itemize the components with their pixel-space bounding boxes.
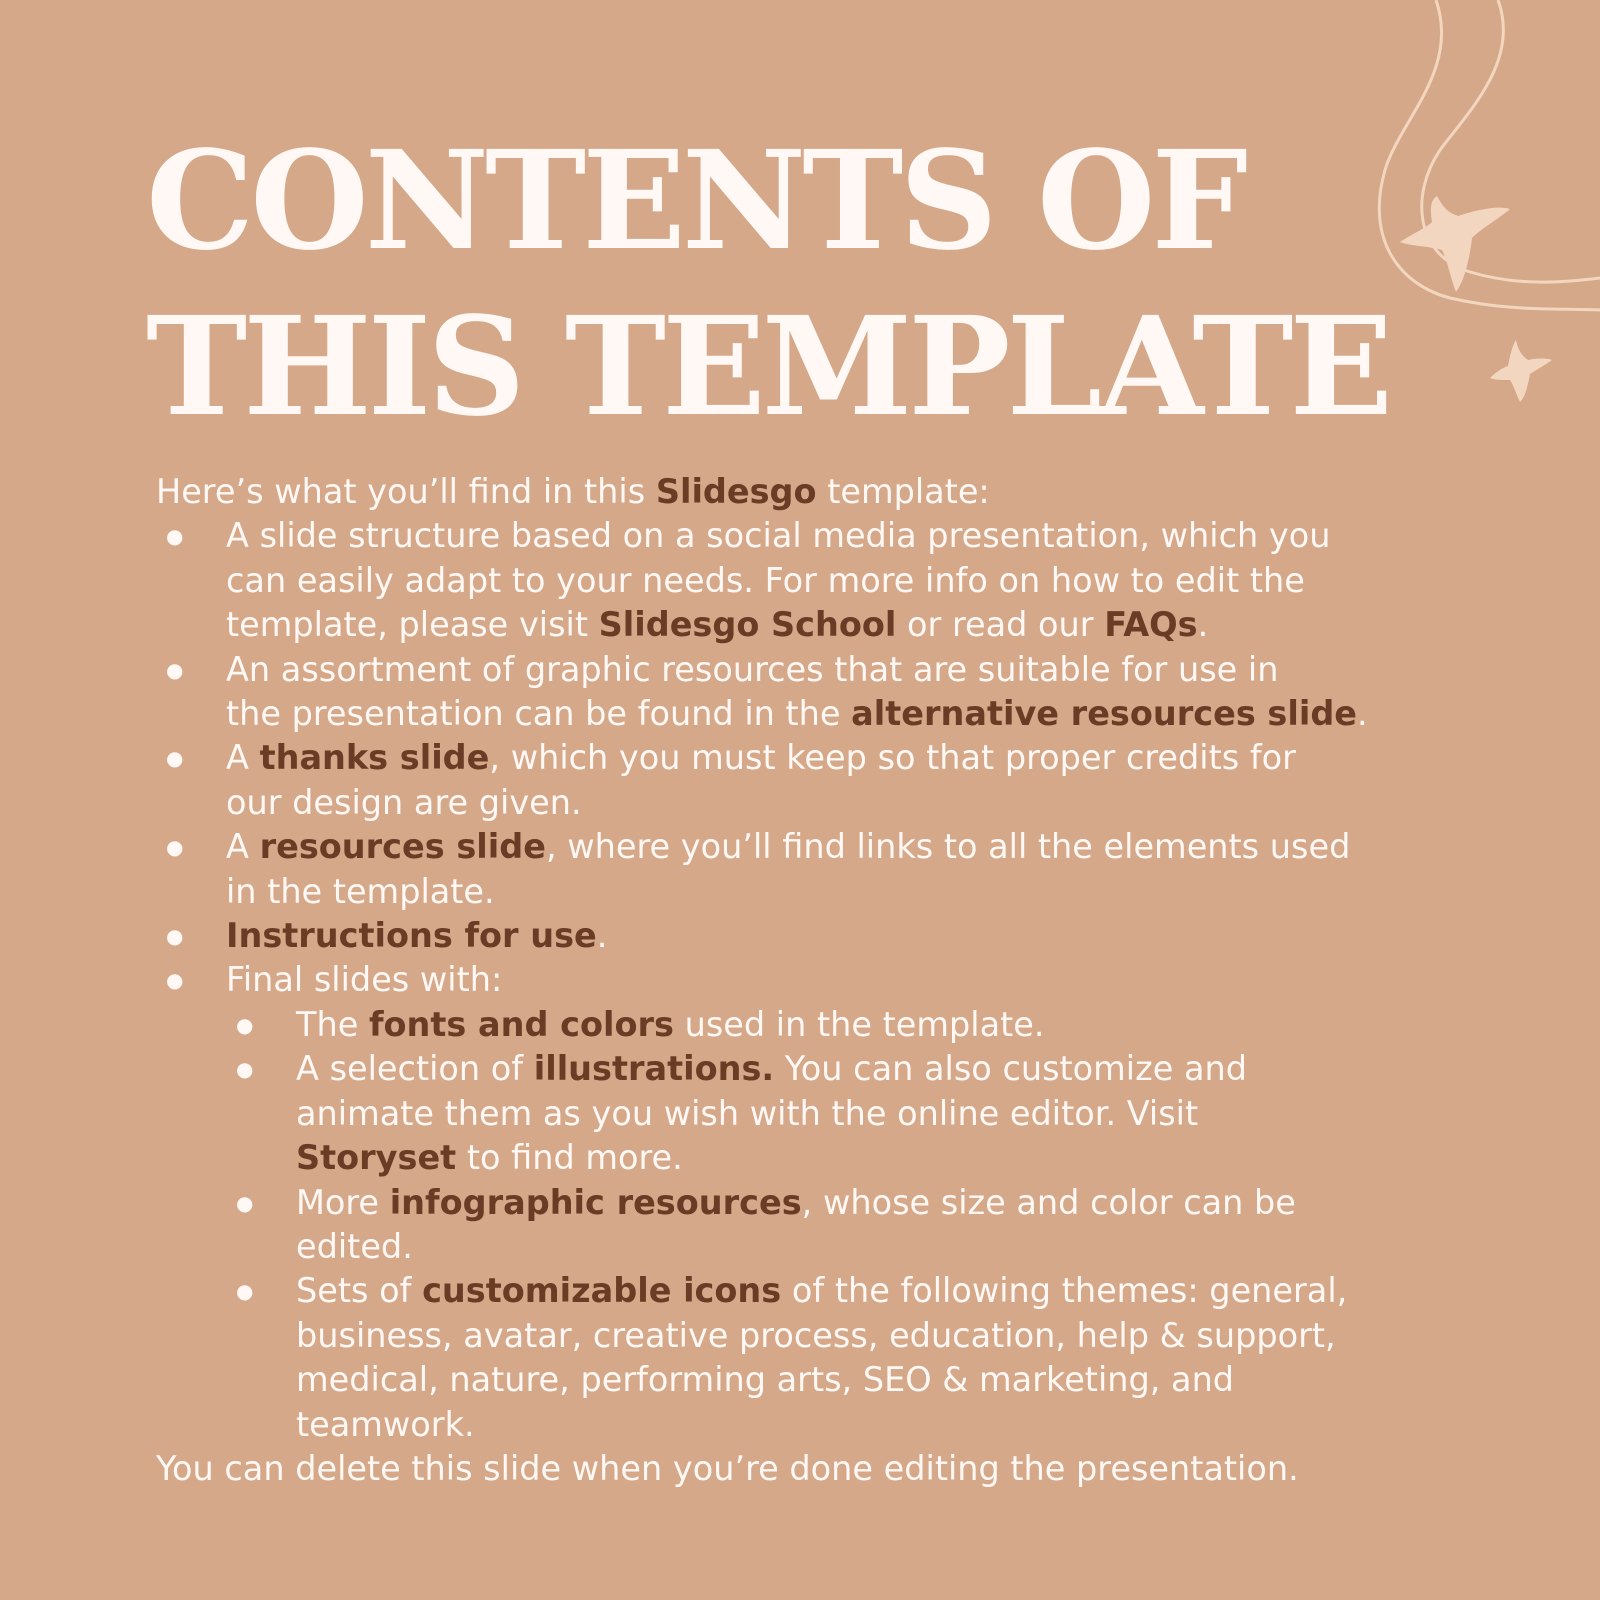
sub-list-item: ● More infographic resources, whose size and color can be edited. (226, 1181, 1456, 1270)
list-item: ● A resources slide, where you’ll find links to all the elements used in the template. (156, 825, 1456, 914)
title-line-1: CONTENTS OF (146, 121, 1244, 281)
sub-list-item: ● The fonts and colors used in the template. (226, 1003, 1456, 1047)
list-item: ● Instructions for use. (156, 914, 1456, 958)
list-item: ● An assortment of graphic resources that are suitable for use in the presentation can be found in the alternative resources slide. (156, 648, 1456, 737)
customizable-icons-link[interactable]: customizable icons (422, 1271, 782, 1311)
list-item: ● A slide structure based on a social media presentation, which you can easily adapt to your needs. For more info on how to edit the template, please visit Slidesgo School or read our FAQs. (156, 514, 1456, 647)
intro-text: Here’s what you’ll find in this Slidesgo template: (156, 472, 990, 511)
alternative-resources-link[interactable]: alternative resources slide (851, 694, 1358, 734)
faqs-link[interactable]: FAQs (1104, 605, 1198, 645)
illustrations-link[interactable]: illustrations. (533, 1049, 775, 1089)
fonts-colors-link[interactable]: fonts and colors (368, 1004, 674, 1044)
instructions-link[interactable]: Instructions for use (226, 916, 597, 956)
sub-list-item: ● Sets of customizable icons of the following themes: general, business, avatar, creative process, education, help & support, medical, nature, performing arts, SEO & marketing, and teamwork. (226, 1269, 1456, 1447)
slidesgo-link[interactable]: Slidesgo (655, 472, 817, 511)
storyset-link[interactable]: Storyset (296, 1138, 457, 1178)
list-item: ● A thanks slide, which you must keep so that proper credits for our design are given. (156, 736, 1456, 825)
resources-slide-link[interactable]: resources slide (259, 827, 546, 867)
outro-text: You can delete this slide when you’re done editing the presentation. (156, 1448, 1299, 1488)
contents-list (156, 514, 1456, 1447)
list-item: ● Final slides with: ● The fonts and colors used in the template. ● A selection of illustrations. You can also customize and animate them as you wish with the online editor. Visit Storyset to find more. ● More infographic resources, whose size and color can be edited. ● Sets of customizable icons of the following themes: general, business, avatar, creative process, education, help & support, medical, nature, performing arts, SEO & marketing, and teamwork. (156, 958, 1456, 1446)
wave-line-decoration-inner (1422, 0, 1600, 282)
sub-list-item: ● A selection of illustrations. You can also customize and animate them as you wish with the online editor. Visit Storyset to find more. (226, 1047, 1456, 1180)
template-contents (156, 470, 1456, 1491)
slidesgo-school-link[interactable]: Slidesgo School (598, 605, 897, 645)
infographic-resources-link[interactable]: infographic resources (389, 1182, 802, 1222)
small-starfish-icon (1490, 340, 1552, 402)
final-slides-list (226, 1003, 1456, 1447)
title-line-2: THIS TEMPLATE (146, 287, 1390, 447)
page-title (146, 118, 1406, 450)
thanks-slide-link[interactable]: thanks slide (259, 738, 490, 778)
starfish-icon (1400, 196, 1510, 292)
wave-line-decoration (1379, 0, 1600, 310)
